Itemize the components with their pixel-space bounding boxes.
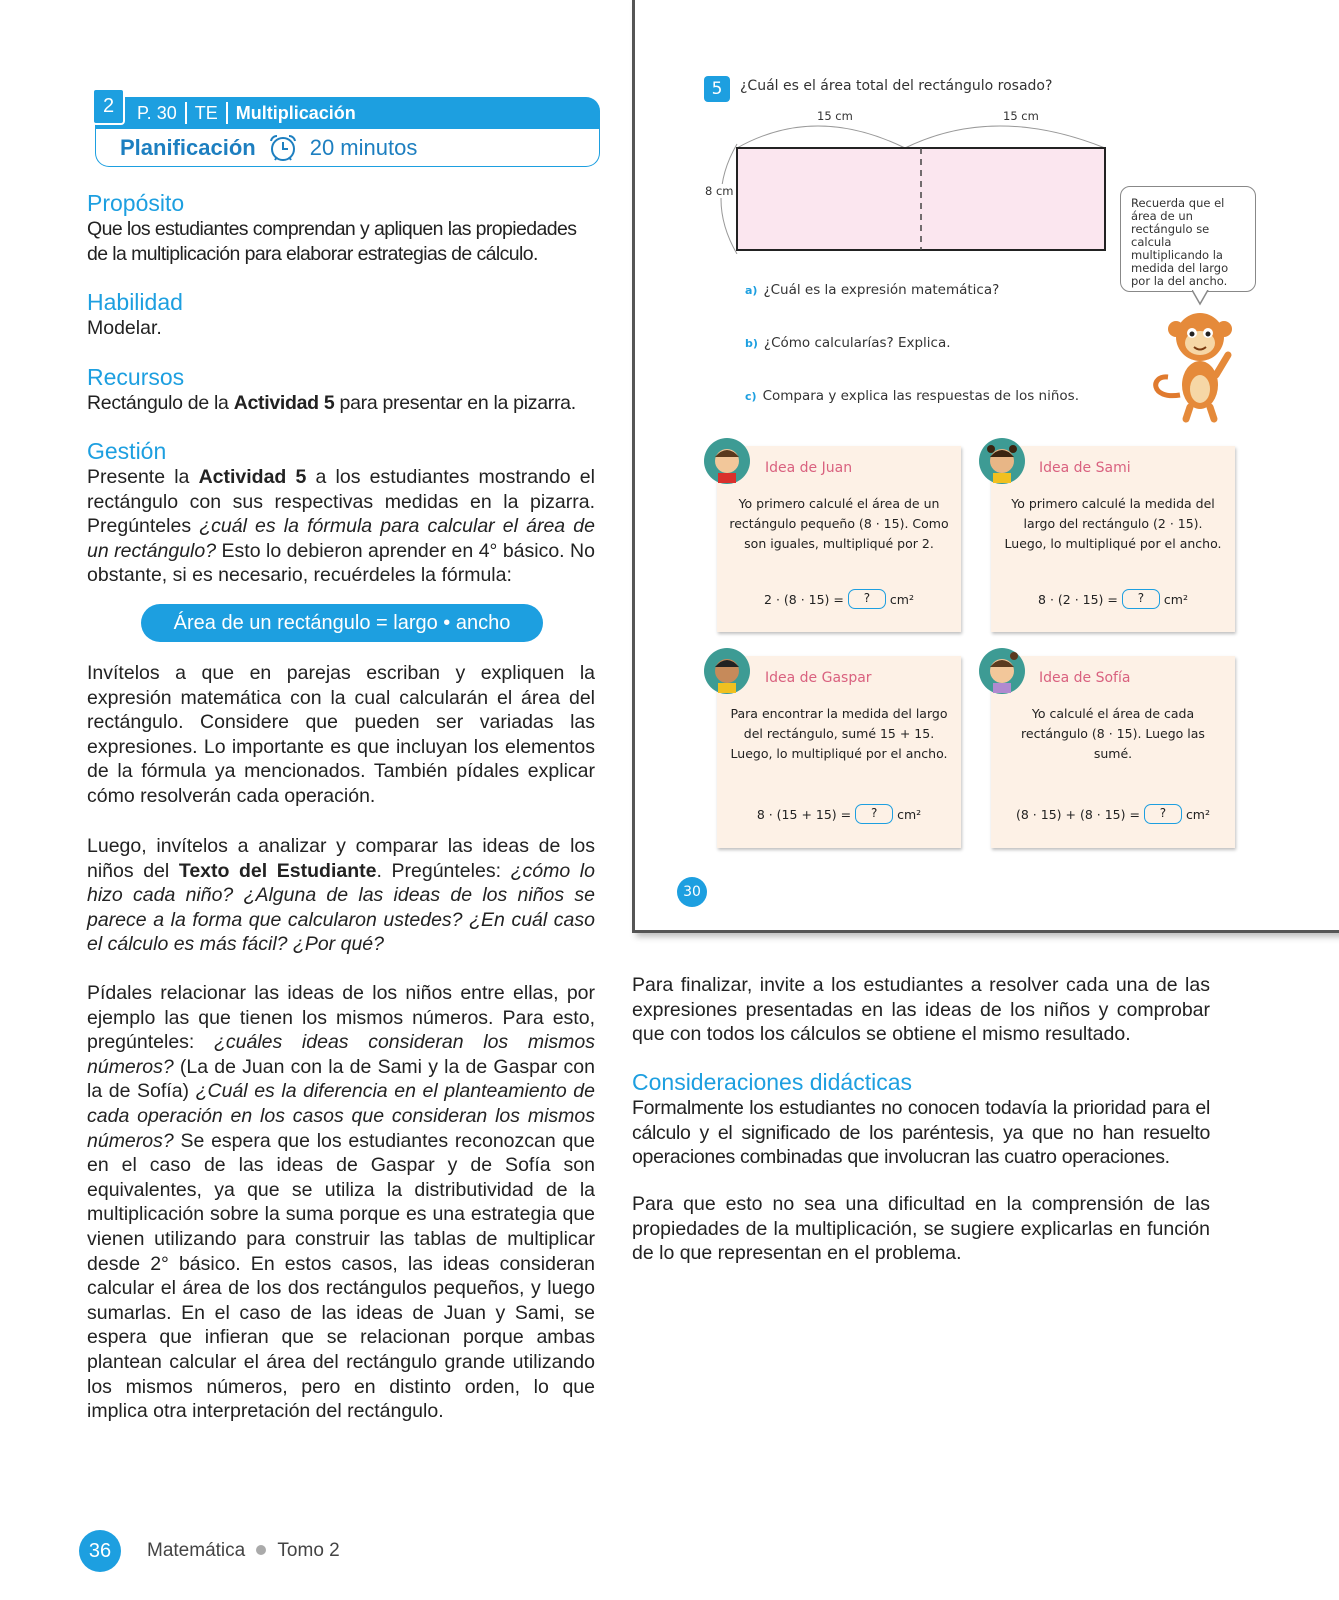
alarm-clock-icon: [266, 133, 300, 163]
rectangle-diagram: [700, 104, 1120, 254]
idea-equation: 2 · (8 · 15) = ? cm²: [717, 589, 961, 609]
section-title: Habilidad: [87, 289, 183, 315]
consideraciones-paragraph-1: Formalmente los estudiantes no conocen todavía la prioridad para el cálculo y el significado de los paréntesis, ya que no han resuelto operaciones combinadas que involucran las cuatro operaciones.: [632, 1097, 1210, 1169]
consideraciones-paragraph-2: Para que esto no sea una dificultad en la comprensión de las propiedades de la multiplicación, se sugiere explicarlas en función de lo que representan en el problema.: [632, 1193, 1210, 1265]
sub-question-c: c) Compara y explica las respuestas de los niños.: [745, 388, 1079, 404]
section-proposito: [87, 189, 595, 266]
idea-card-sofia: [991, 656, 1235, 848]
gestion-paragraph-1: Presente la Actividad 5 a los estudiantes mostrando el rectángulo con sus respectivas medidas en la pizarra. Pregúnteles ¿cuál es la fórmula para calcular el área de un rectángulo? Esto lo debieron aprender en 4° básico. No obstante, si es necesario, recuérdeles la fórmula:: [87, 466, 595, 587]
gestion-paragraph-4: Pídales relacionar las ideas de los niños entre ellas, por ejemplo las que tienen los mismos números. Para esto, pregúnteles: ¿cuáles ideas consideran los mismos números? (La de Juan con la de Sami y la de Gaspar con la de Sofía) ¿Cuál es la diferencia en el planteamiento de cada operación en los casos que consideran los mismos números? Se espera que los estudiantes reconozcan que en el caso de las ideas de Gaspar y de Sofía son equivalentes, ya que se utiliza la distributividad de la multiplicación sobre la suma porque es una estrategia que vienen utilizando para construir las tablas de multiplicar desde 2° básico. En estos casos, las ideas consideran calcular el área de los dos rectángulos pequeños, y luego sumarlas. En el caso de las ideas de Juan y Sami, se espera que infieran que se relacionan porque ambas plantean calcular el área del rectángulo grande utilizando los mismos números, pero en distinto orden, lo que implica otra interpretación del rectángulo.: [87, 982, 595, 1423]
gestion-paragraph-3: Luego, invítelos a analizar y comparar las ideas de los niños del Texto del Estudiante. Pregúnteles: ¿cómo lo hizo cada niño? ¿Alguna de las ideas de los niños se parece a la forma que calcularon ustedes? ¿En cuál caso el cálculo es más fácil? ¿Por qué?: [87, 835, 595, 956]
duration: 20 minutos: [309, 134, 418, 160]
section-title: Gestión: [87, 438, 167, 464]
section-habilidad: [87, 288, 595, 341]
idea-title: Idea de Gaspar: [765, 670, 872, 686]
sofia-avatar-icon: [978, 647, 1026, 695]
idea-card-gaspar: [717, 656, 961, 848]
idea-text: Yo primero calculé la medida del largo del rectángulo (2 · 15). Luego, lo multipliqué por el ancho.: [1004, 496, 1222, 551]
planning-box: [95, 129, 600, 167]
dimension-right: 15 cm: [1000, 109, 1042, 123]
idea-title: Idea de Sofía: [1039, 670, 1131, 686]
section-title: Recursos: [87, 364, 185, 390]
idea-card-juan: [717, 446, 961, 632]
dimension-left: 15 cm: [814, 109, 856, 123]
bubble-tail: [1192, 290, 1212, 306]
idea-title: Idea de Juan: [765, 460, 853, 476]
idea-text: Yo primero calculé el área de un rectángulo pequeño (8 · 15). Como son iguales, multipliqué por 2.: [729, 496, 949, 551]
monkey-icon: [1150, 305, 1250, 425]
idea-text: Para encontrar la medida del largo del rectángulo, sumé 15 + 15. Luego, lo multipliqué por el ancho.: [730, 706, 948, 761]
textbook-page-number: 30: [677, 877, 707, 907]
question-number: 5: [704, 76, 730, 102]
idea-equation: (8 · 15) + (8 · 15) = ? cm²: [991, 804, 1235, 824]
section-title: Consideraciones didácticas: [632, 1069, 912, 1095]
page-ref: P. 30: [137, 102, 177, 123]
formula-pill: Área de un rectángulo = largo • ancho: [141, 604, 543, 642]
gestion-paragraph-2: Invítelos a que en parejas escriban y expliquen la expresión matemática con la cual calcularán el área del rectángulo. Considere que pueden ser variadas las expresiones. Lo importante es que incluyan los elementos de la fórmula ya mencionados. También pídales explicar cómo resolverán cada operación.: [87, 662, 595, 807]
idea-equation: 8 · (15 + 15) = ? cm²: [717, 804, 961, 824]
section-text: Modelar.: [87, 317, 162, 339]
section-title: Propósito: [87, 190, 185, 216]
idea-text: Yo calculé el área de cada rectángulo (8 · 15). Luego las sumé.: [1021, 706, 1205, 761]
hint-bubble: Recuerda que el área de un rectángulo se calcula multiplicando la medida del largo por la del ancho.: [1120, 186, 1256, 292]
planning-label: Planificación: [120, 134, 256, 160]
book-ref: TE: [194, 102, 218, 123]
juan-avatar-icon: [703, 437, 751, 485]
lesson-number: 2: [92, 88, 125, 125]
question-text: ¿Cuál es el área total del rectángulo rosado?: [740, 78, 1053, 94]
dimension-height: 8 cm: [705, 184, 734, 198]
header-bar: [95, 97, 600, 129]
footer-text: Matemática Tomo 2: [147, 1540, 340, 1561]
section-text: Rectángulo de la Actividad 5 para presentar en la pizarra.: [87, 392, 576, 414]
sub-question-a: a) ¿Cuál es la expresión matemática?: [745, 282, 1000, 298]
idea-card-sami: [991, 446, 1235, 632]
sub-question-b: b) ¿Cómo calcularías? Explica.: [745, 335, 951, 351]
section-recursos: [87, 363, 595, 416]
idea-equation: 8 · (2 · 15) = ? cm²: [991, 589, 1235, 609]
page-number: 36: [79, 1530, 121, 1572]
gestion-paragraph-5: Para finalizar, invite a los estudiantes a resolver cada una de las expresiones presentadas en las ideas de los niños y comprobar que con todos los cálculos se obtiene el mismo resultado.: [632, 974, 1210, 1046]
gaspar-avatar-icon: [703, 647, 751, 695]
section-gestion: [87, 437, 595, 588]
bullet-icon: [256, 1545, 266, 1555]
idea-title: Idea de Sami: [1039, 460, 1131, 476]
sami-avatar-icon: [978, 437, 1026, 485]
topic: Multiplicación: [235, 102, 356, 123]
section-consideraciones: [632, 1068, 1210, 1170]
section-text: Que los estudiantes comprendan y apliquen las propiedades de la multiplicación para elaborar estrategias de cálculo.: [87, 218, 577, 265]
